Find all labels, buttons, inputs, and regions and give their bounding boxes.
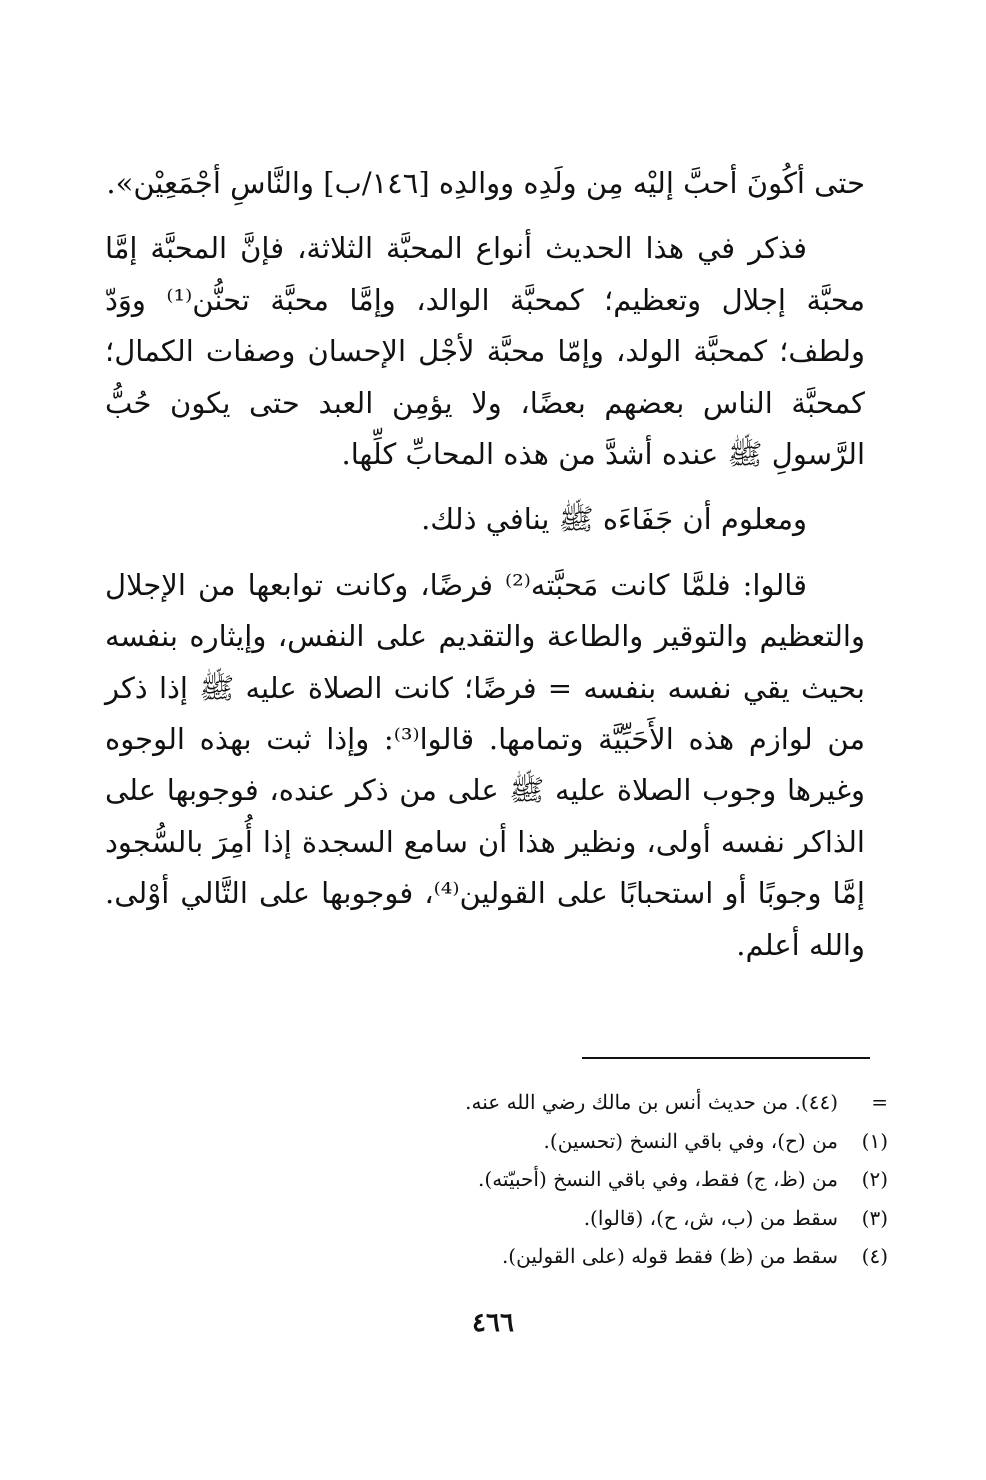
paragraph-types-of-love: فذكر في هذا الحديث أنواع المحبَّة الثلاثة، فإنَّ المحبَّة إمَّا محبَّة إجلال وتعظيم؛ كمحبَّة الوالد، وإمَّا محبَّة تحنُّن⁽¹⁾ ووَدّ ولطف؛ كمحبَّة الولد، وإمّا محبَّة لأجْل الإحسان وصفات الكمال؛ كمحبَّة الناس بعضهم بعضًا، ولا يؤمِن العبد حتى يكون حُبُّ الرَّسولِ ﷺ عنده أشدَّ من هذه المحابِّ كلِّها. bbox=[105, 231, 865, 472]
footnote-text: سقط من (ب، ش، ح)، (قالوا). bbox=[583, 1205, 838, 1230]
page-number: ٤٦٦ bbox=[472, 1308, 514, 1338]
paragraph-aloofness: ومعلوم أن جَفَاءَه ﷺ ينافي ذلك. bbox=[421, 502, 807, 537]
footnote-continuation bbox=[360, 1083, 888, 1122]
footnote-1 bbox=[360, 1122, 888, 1161]
footnote-marker: (٢) bbox=[861, 1167, 888, 1191]
footnote-2 bbox=[360, 1160, 888, 1199]
footnote-separator bbox=[582, 1057, 870, 1059]
footnote-marker: (١) bbox=[861, 1128, 888, 1153]
footnote-marker: (٤) bbox=[861, 1244, 888, 1268]
paragraph-hadith-end: حتى أكُونَ أحبَّ إليْه مِن ولَدِه ووالدِه [١٤٦/ب] والنَّاسِ أجْمَعِيْن». bbox=[106, 166, 865, 200]
main-text bbox=[105, 158, 865, 971]
footnote-marker: = bbox=[871, 1090, 888, 1114]
footnote-text: من (ح)، وفي باقي النسخ (تحسين). bbox=[543, 1128, 838, 1153]
paragraph-obligation: قالوا: فلمَّا كانت مَحبَّته⁽²⁾ فرضًا، وكانت توابعها من الإجلال والتعظيم والتوقير والطاعة والتقديم على النفس، وإيثاره بنفسه بحيث يقي نفسه بنفسه = فرضًا؛ كانت الصلاة عليه ﷺ إذا ذكر من لوازم هذه الأَحَبِّيَّة وتمامها. قالوا⁽³⁾: وإذا ثبت بهذه الوجوه وغيرها وجوب الصلاة عليه ﷺ على من ذكر عنده، فوجوبها على الذاكر نفسه أولى، ونظير هذا أن سامع السجدة إذا أُمِرَ بالسُّجود إمَّا وجوبًا أو استحبابًا على القولين⁽⁴⁾، فوجوبها على التَّالي أوْلى. والله أعلم. bbox=[105, 567, 865, 962]
footnote-text: سقط من (ظ) فقط قوله (على القولين). bbox=[501, 1244, 838, 1268]
footnote-text: (٤٤). من حديث أنس بن مالك رضي الله عنه. bbox=[465, 1090, 838, 1114]
footnote-text: من (ظ، ج) فقط، وفي باقي النسخ (أحبيّته). bbox=[478, 1167, 838, 1191]
footnote-marker: (٣) bbox=[861, 1205, 888, 1230]
footnote-3 bbox=[360, 1199, 888, 1238]
footnotes bbox=[360, 1083, 888, 1276]
footnote-4 bbox=[360, 1237, 888, 1276]
